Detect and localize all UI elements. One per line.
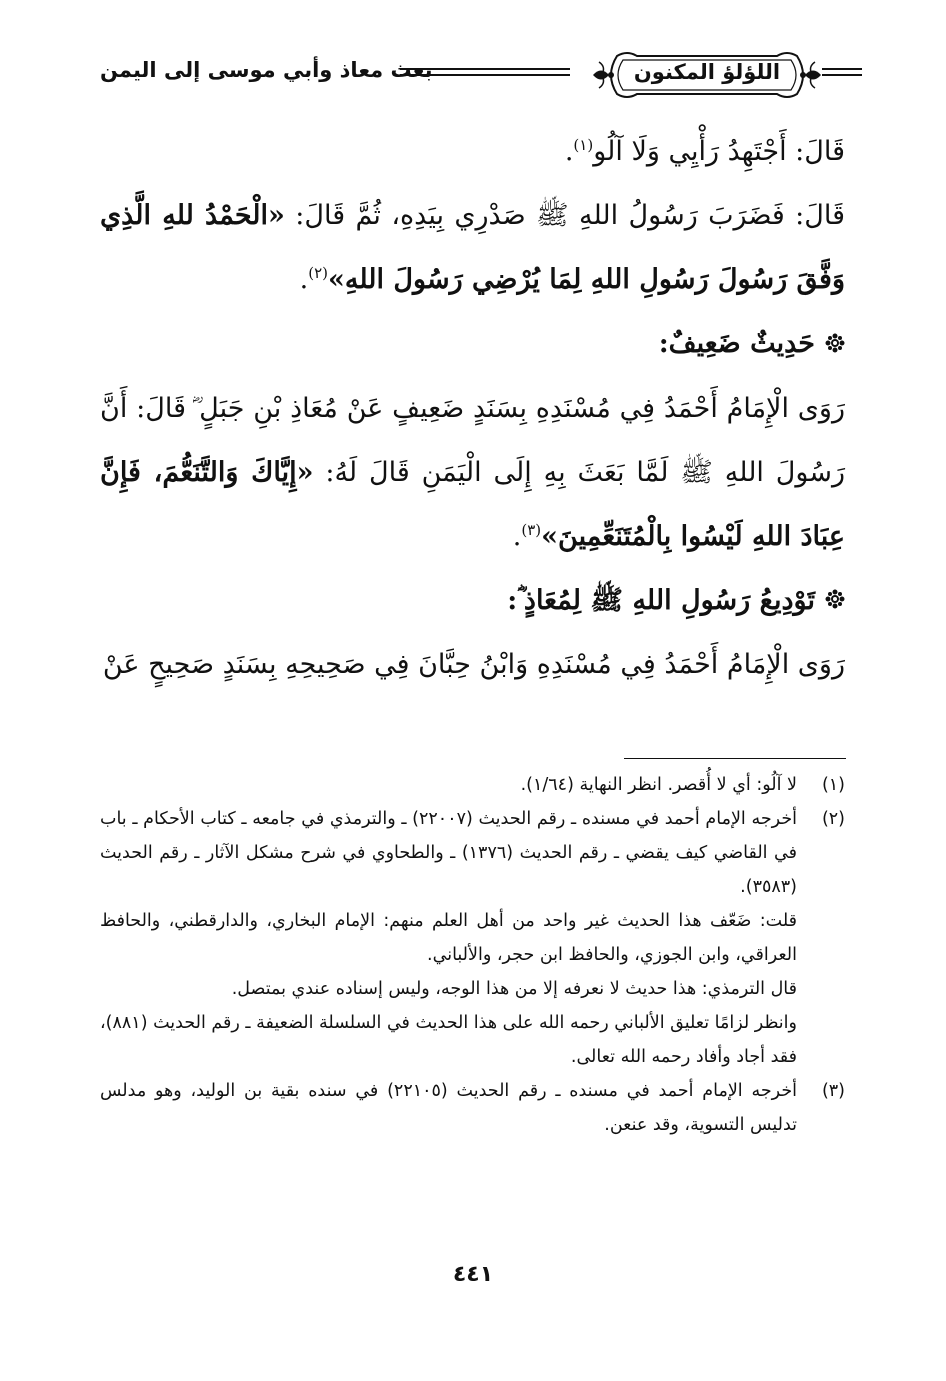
paragraph-3	[100, 377, 845, 569]
footnote-number: (٢)	[821, 809, 845, 829]
footnote-3	[100, 1074, 845, 1142]
flower-bullet-icon	[825, 313, 845, 377]
footnote-text: أخرجه الإمام أحمد في مسنده ـ رقم الحديث (٢٢١٠٥) في سنده بقية بن الوليد، وهو مدلس تدليس التسوية، وقد عنعن.	[100, 1081, 798, 1135]
book-title-badge	[587, 46, 827, 104]
header-rule-right	[822, 68, 862, 76]
page-number: ٤٤١	[452, 1262, 494, 1287]
footnote-2	[100, 802, 845, 904]
hadith-quote-1: «الْحَمْدُ للهِ الَّذِي وَفَّقَ رَسُولَ رَسُولِ اللهِ لِمَا يُرْضِي رَسُولَ اللهِ»	[100, 200, 845, 295]
heading-1-text: حَدِيثٌ ضَعِيفٌ:	[658, 328, 815, 359]
paragraph-4	[100, 633, 845, 697]
footnote-2-comment-3: وانظر لزامًا تعليق الألباني رحمه الله على هذا الحديث في السلسلة الضعيفة ـ رقم الحديث (٨٨١)، فقد أجاد وأفاد رحمه الله تعالى.	[100, 1013, 797, 1067]
footnote-2-comment-1: قلت: ضَعّف هذا الحديث غير واحد من أهل العلم منهم: الإمام البخاري، والدارقطني، والحافظ العراقي، وابن الجوزي، والحافظ ابن حجر، والألباني.	[100, 911, 797, 965]
paragraph-1	[100, 120, 845, 184]
footnote-2-comment-2: قال الترمذي: هذا حديث لا نعرفه إلا من هذا الوجه، وليس إسناده عندي بمتصل.	[231, 979, 797, 999]
paragraph-3-end: .	[512, 520, 522, 552]
section-heading-farewell	[100, 569, 845, 634]
line-1-text: قَالَ: أَجْتَهِدُ رَأْيِي وَلَا آلُو	[593, 136, 845, 167]
footnote-text: أخرجه الإمام أحمد في مسنده ـ رقم الحديث (٢٢٠٠٧) ـ والترمذي في جامعه ـ كتاب الأحكام ـ باب في القاضي كيف يقضي ـ رقم الحديث (١٣٧٦) ـ والطحاوي في شرح مشكل الآثار ـ رقم الحديث (٣٥٨٣).	[100, 809, 798, 897]
footnote-ref-1: (١)	[573, 136, 594, 154]
hadith-quote-2: «إِيَّاكَ وَالتَّنَعُّمَ، فَإِنَّ عِبَادَ اللهِ لَيْسُوا بِالْمُتَنَعِّمِينَ»	[100, 456, 845, 552]
flower-bullet-icon	[825, 569, 845, 633]
running-header	[100, 38, 860, 108]
footnote-separator	[624, 758, 846, 759]
section-heading-weak-hadith	[100, 312, 845, 377]
paragraph-2	[100, 184, 845, 312]
paragraph-4-text: رَوَى الْإِمَامُ أَحْمَدُ فِي مُسْنَدِهِ وَابْنُ حِبَّانَ فِي صَحِيحِهِ بِسَنَدٍ صَحِيحٍ عَنْ	[102, 649, 845, 680]
line-1-end: .	[564, 136, 574, 167]
paragraph-3-intro: رَوَى الْإِمَامُ أَحْمَدُ فِي مُسْنَدِهِ بِسَنَدٍ ضَعِيفٍ عَنْ مُعَاذِ بْنِ جَبَلٍ ؓ قَالَ: أَنَّ رَسُولَ اللهِ ﷺ لَمَّا بَعَثَ بِهِ إِلَى الْيَمَنِ قَالَ لَهُ:	[100, 392, 846, 488]
paragraph-2-end: .	[299, 264, 309, 295]
footnote-number: (٣)	[821, 1081, 845, 1101]
paragraph-2-intro: قَالَ: فَضَرَبَ رَسُولُ اللهِ ﷺ صَدْرِي بِيَدِهِ، ثُمَّ قَالَ:	[295, 200, 845, 231]
main-text	[100, 120, 845, 697]
footnotes	[100, 768, 845, 1142]
footnote-text: لا آلُو: أي لا أُقصر. انظر النهاية (١/٦٤).	[520, 775, 797, 795]
footnote-ref-3: (٣)	[521, 520, 542, 539]
book-title: اللؤلؤ المكنون	[633, 60, 781, 84]
heading-2-text: تَوْدِيعُ رَسُولِ اللهِ ﷺ لِمُعَاذٍ ؓ:	[507, 584, 815, 616]
footnote-number: (١)	[821, 775, 845, 795]
footnote-ref-2: (٢)	[308, 264, 328, 282]
chapter-subtitle: بعث معاذ وأبي موسى إلى اليمن	[100, 58, 433, 82]
footnote-1	[100, 768, 845, 802]
